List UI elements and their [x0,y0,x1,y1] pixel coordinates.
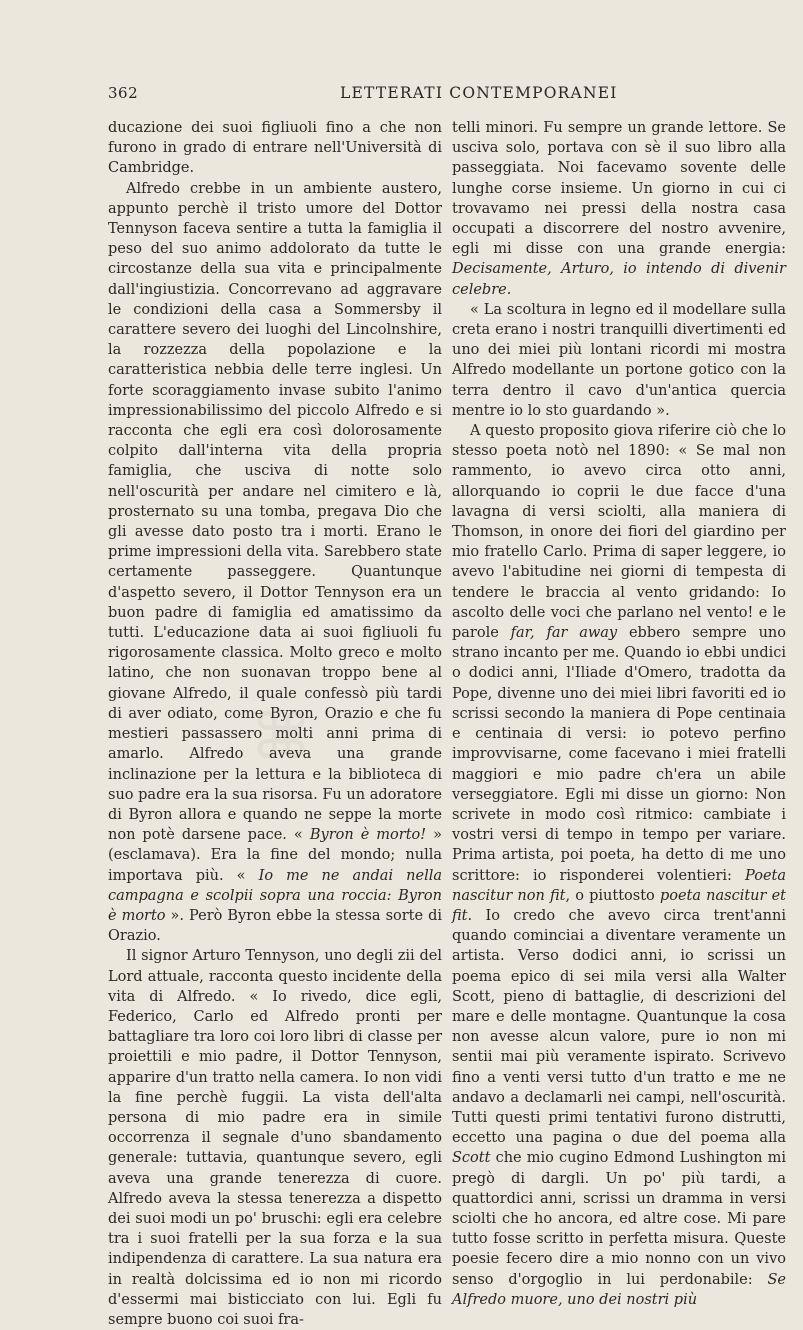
right-column [452,118,786,1310]
paragraph: ducazione dei suoi figliuoli fino a che non furono in grado di entrare nell'Università di Cambridge. [108,120,442,177]
left-column [108,118,442,1330]
paragraph: A questo proposito giova riferire ciò che lo stesso poeta notò nel 1890: « Se mal non rammento, io avevo circa otto anni, allorquando io coprii le due facce d'una lavagna di versi sciolti, alla maniera di Thomson, in onore dei fiori del giardino per mio fratello Carlo. Prima di saper leggere, io avevo l'abitudine nei giorni di tempesta di tendere le braccia al vento gridando: Io ascolto delle voci che parlano nel vento! e le parole far, far away ebbero sempre uno strano incanto per me. Quando io ebbi undici o dodici anni, l'Iliade d'Omero, tradotta da Pope, divenne uno dei miei libri favoriti ed io scrissi secondo la maniera di Pope centinaia e centinaia di versi: io potevo perfino improvvisarne, come facevano i miei fratelli maggiori e mio padre ch'era un abile verseggiatore. Egli mi disse un giorno: Non scrivete in modo così ritmico: cambiate i vostri versi di tempo in tempo per variare. Prima artista, poi poeta, ha detto di me uno scrittore: io risponderei volentieri: Poeta nascitur non fit, o piuttosto poeta nascitur et fit. Io credo che avevo circa trent'anni quando cominciai a diventare veramente un artista. Verso dodici anni, io scrissi un poema epico di sei mila versi alla Walter Scott, pieno di battaglie, di descrizioni del mare e delle montagne. Quantunque la cosa non avesse alcun valore, pure io non mi sentii mai più veramente ispirato. Scrivevo fino a venti versi tutto d'un tratto e me ne andavo a declamarli nei campi, nell'oscurità. Tutti questi primi tentativi furono distrutti, eccetto una pagina o due del poema alla Scott che mio cugino Edmond Lushington mi pregò di dargli. Un po' più tardi, a quattordici anni, scrissi un dramma in versi sciolti che ho ancora, ed altre cose. Mi pare tutto fosse scritto in perfetta misura. Queste poesie fecero dire a mio nonno con un vivo senso d'orgoglio in lui perdonabile: Se Alfredo muore, uno dei nostri più [452,423,787,1308]
watermark: ⌘ [250,703,314,772]
paragraph: telli minori. Fu sempre un grande lettore. Se usciva solo, portava con sè il suo libro alla passeggiata. Noi facevamo sovente delle lunghe corse insieme. Un giorno in cui ci trovavamo nei pressi della nostra casa occupati a discorrere del nostro avvenire, egli mi disse con una grande energia: Decisamente, Arturo, io intendo di divenir celebre. [452,120,786,298]
page-number: 362 [108,84,139,102]
running-title: LETTERATI CONTEMPORANEI [340,84,618,102]
paragraph: Alfredo crebbe in un ambiente austero, appunto perchè il tristo umore del Dottor Tennyson faceva sentire a tutta la famiglia il peso del suo animo addolorato da tutte le circostanze della sua vita e principalmente dall'ingiustizia. Concorrevano ad aggravare le condizioni della casa a Sommersby il carattere severo dei luoghi del Lincolnshire, la rozzezza della popolazione e la caratteristica nebbia delle terre inglesi. Un forte scoraggiamento invase subito l'animo impressionabilissimo del piccolo Alfredo e si racconta che egli era così dolorosamente colpito dall'interna vita della propria famiglia, che usciva di notte solo nell'oscurità per andare nel cimitero e là, prosternato su una tomba, pregava Dio che gli avesse dato posto tra i morti. Erano le prime impressioni della vita. Sarebbero state certamente passeggere. Quantunque d'aspetto severo, il Dottor Tennyson era un buon padre di famiglia ed amatissimo da tutti. L'educazione data ai suoi figliuoli fu rigorosamente classica. Molto greco e molto latino, che non suonavan troppo bene al giovane Alfredo, il quale confessò più tardi di aver odiato, come Byron, Orazio e che fu mestieri passassero molti anni prima di amarlo. Alfredo aveva una grande inclinazione per la lettura e la biblioteca di suo padre era la sua risorsa. Fu un adoratore di Byron allora e quando ne seppe la morte non potè darsene pace. « Byron è morto! » (esclamava). Era la fine del mondo; nulla importava più. « Io me ne andai nella campagna e scolpii sopra una roccia: Byron è morto ». Però Byron ebbe la stessa sorte di Orazio. [108,180,443,945]
paragraph: Il signor Arturo Tennyson, uno degli zii del Lord attuale, racconta questo incidente della vita di Alfredo. « Io rivedo, dice egli, Federico, Carlo ed Alfredo pronti per battagliare tra loro coi loro libri di classe per proiettili e mio padre, il Dottor Tennyson, apparire d'un tratto nella camera. Io non vidi la fine perchè fuggii. La vista dell'alta persona di mio padre era in simile occorrenza il segnale d'uno sbandamento generale: tuttavia, quantunque severo, egli aveva una grande tenerezza di cuore. Alfredo aveva la stessa tenerezza a dispetto dei suoi modi un po' bruschi: egli era celebre tra i suoi fratelli per la sua forza e la sua indipendenza di carattere. La sua natura era in realtà dolcissima ed io non mi ricordo d'essermi mai bisticciato con lui. Egli fu sempre buono coi suoi fra- [108,948,442,1328]
paragraph: « La scoltura in legno ed il modellare sulla creta erano i nostri tranquilli divertimenti ed uno dei miei più lontani ricordi mi mostra Alfredo modellante un portone gotico con la terra dentro il cavo d'un'antica quercia mentre io lo sto guardando ». [452,301,786,419]
page-header [0,84,803,108]
